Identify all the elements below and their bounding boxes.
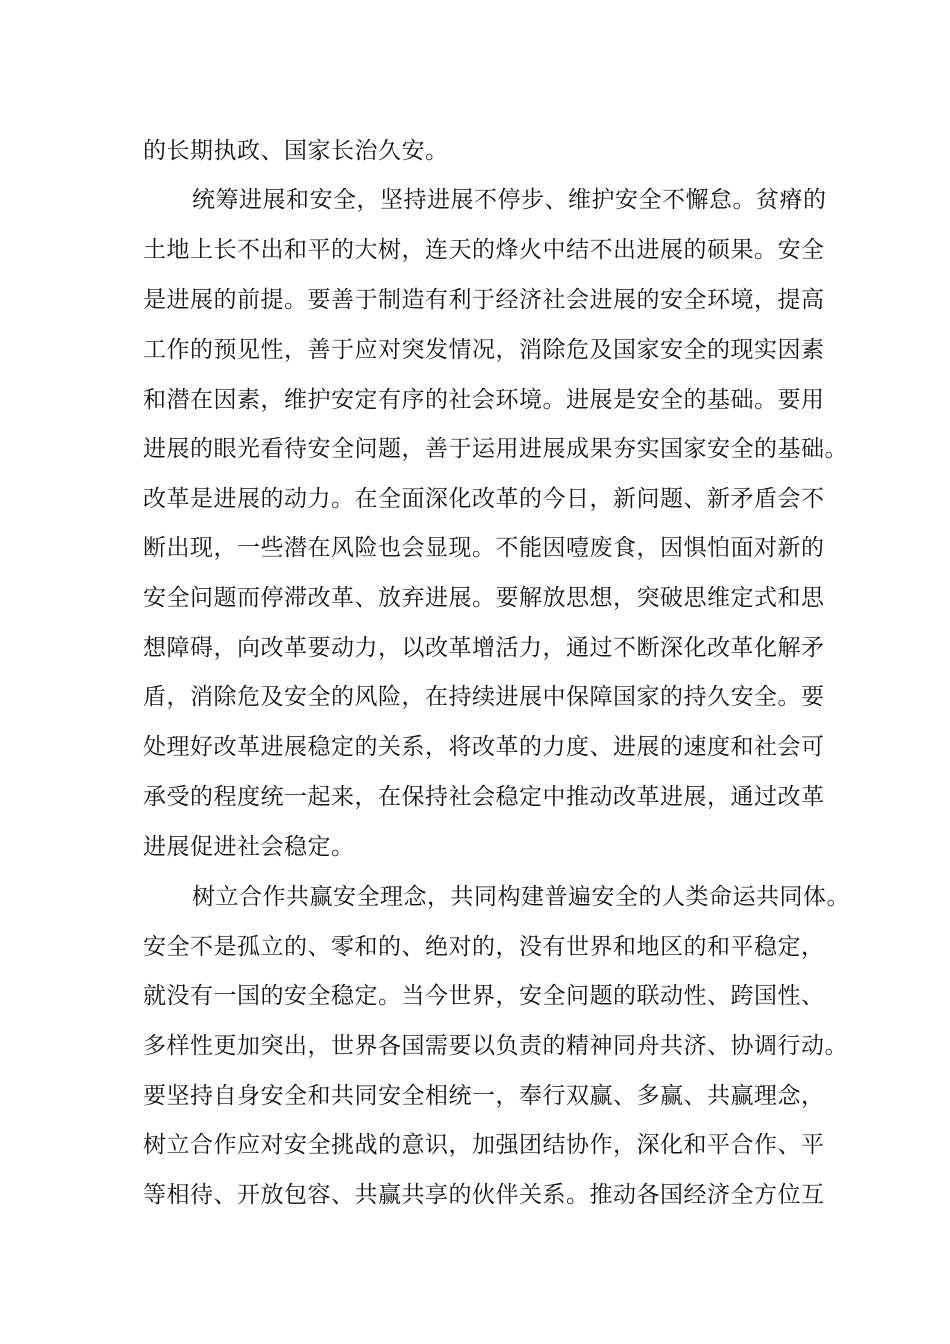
text-line	[0, 624, 950, 672]
line-text: 土地上长不出和平的大树，连天的烽火中结不出进展的硕果。安全	[143, 237, 825, 263]
line-text: 是进展的前提。要善于制造有利于经济社会进展的安全环境，提高	[143, 287, 825, 313]
line-text: 安全问题而停滞改革、放弃进展。要解放思想，突破思维定式和思	[143, 585, 825, 611]
text-line	[0, 276, 950, 324]
line-text: 树立合作应对安全挑战的意识，加强团结协作，深化和平合作、平	[143, 1132, 825, 1158]
text-line	[0, 673, 950, 721]
line-text: 就没有一国的安全稳定。当今世界，安全问题的联动性、跨国性、	[143, 983, 825, 1009]
line-text: 工作的预见性，善于应对突发情况，消除危及国家安全的现实因素	[143, 337, 825, 363]
paragraph-start-line	[0, 873, 950, 921]
line-text: 盾，消除危及安全的风险，在持续进展中保障国家的持久安全。要	[143, 684, 825, 710]
text-line	[0, 127, 950, 175]
line-text: 改革是进展的动力。在全面深化改革的今日，新问题、新矛盾会不	[143, 486, 825, 512]
line-text: 断出现，一些潜在风险也会显现。不能因噎废食，因惧怕面对新的	[143, 535, 825, 561]
line-text: 树立合作共赢安全理念，共同构建普遍安全的人类命运共同体。	[192, 884, 850, 910]
line-text: 和潜在因素，维护安定有序的社会环境。进展是安全的基础。要用	[143, 387, 825, 413]
text-line	[0, 376, 950, 424]
line-text: 处理好改革进展稳定的关系，将改革的力度、进展的速度和社会可	[143, 734, 825, 760]
text-line	[0, 1171, 950, 1219]
text-line	[0, 1022, 950, 1070]
text-line	[0, 723, 950, 771]
line-text: 要坚持自身安全和共同安全相统一，奉行双赢、多赢、共赢理念，	[143, 1083, 825, 1109]
paragraph-start-line	[0, 176, 950, 224]
text-line	[0, 1121, 950, 1169]
line-text: 承受的程度统一起来，在保持社会稳定中推动改革进展，通过改革	[143, 784, 825, 810]
text-line	[0, 574, 950, 622]
text-line	[0, 326, 950, 374]
line-text: 等相待、开放包容、共赢共享的伙伴关系。推动各国经济全方位互	[143, 1182, 825, 1208]
text-line	[0, 773, 950, 821]
line-text: 统筹进展和安全，坚持进展不停步、维护安全不懈怠。贫瘠的	[192, 187, 827, 213]
line-text: 多样性更加突出，世界各国需要以负责的精神同舟共济、协调行动。	[143, 1033, 848, 1059]
line-text: 进展的眼光看待安全问题，善于运用进展成果夯实国家安全的基础。	[143, 436, 848, 462]
line-text: 进展促进社会稳定。	[143, 834, 355, 860]
text-line	[0, 475, 950, 523]
text-line	[0, 823, 950, 871]
line-text: 的长期执政、国家长治久安。	[143, 138, 449, 164]
text-line	[0, 972, 950, 1020]
text-line	[0, 226, 950, 274]
text-line	[0, 923, 950, 971]
line-text: 想障碍，向改革要动力，以改革增活力，通过不断深化改革化解矛	[143, 635, 825, 661]
text-line	[0, 425, 950, 473]
line-text: 安全不是孤立的、零和的、绝对的，没有世界和地区的和平稳定，	[143, 934, 825, 960]
text-line	[0, 524, 950, 572]
text-line	[0, 1072, 950, 1120]
